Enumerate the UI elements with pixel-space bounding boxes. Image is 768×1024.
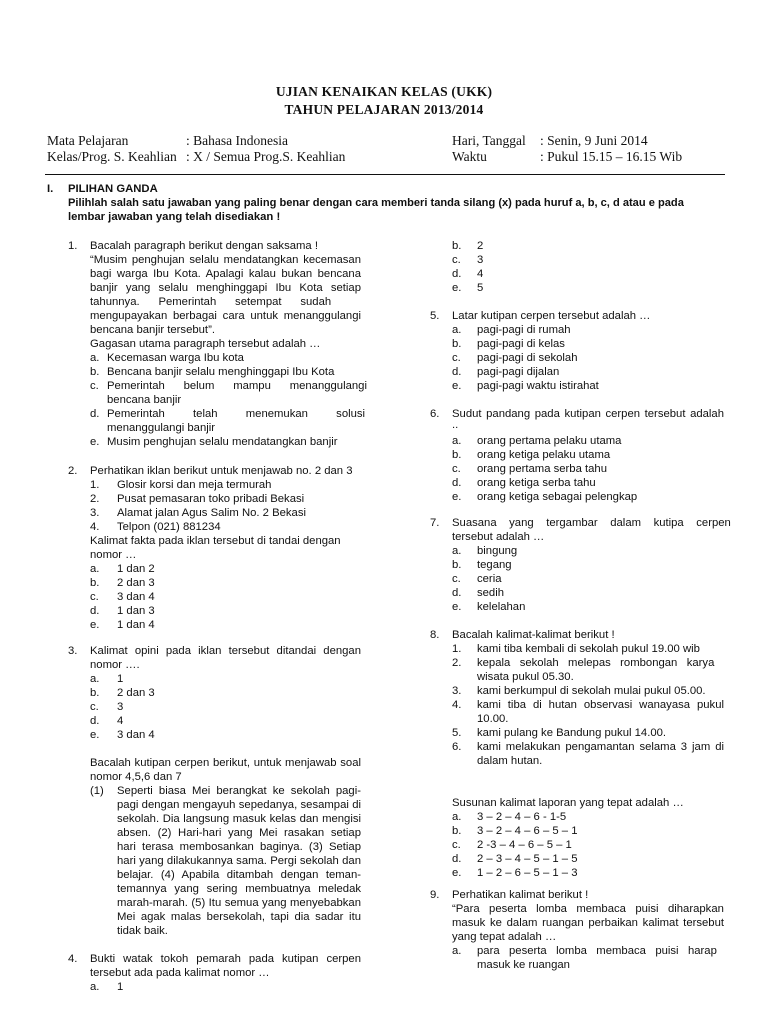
option-text: 3 dan 4 [117, 591, 155, 603]
option-text: 2 – 3 – 4 – 5 – 1 – 5 [477, 853, 578, 865]
option-letter: a. [452, 945, 462, 957]
section-number: I. [47, 183, 54, 195]
option-letter: d. [452, 366, 462, 378]
option-text: bingung [477, 545, 518, 557]
option-letter: b. [90, 687, 100, 699]
list-number: 2. [90, 493, 100, 505]
passage-line: belajar. (4) Apabila ditambah dengan teman- [117, 869, 361, 881]
list-number: 4. [452, 699, 462, 711]
question-number: 7. [430, 517, 440, 529]
option-letter: e. [452, 380, 462, 392]
question-ask: Kalimat fakta pada iklan tersebut di tandai dengan [90, 535, 341, 547]
passage-intro-cont: nomor 4,5,6 dan 7 [90, 771, 182, 783]
question-stem: Kalimat opini pada iklan tersebut ditandai dengan [90, 645, 361, 657]
list-number: 5. [452, 727, 462, 739]
option-text-cont: bencana banjir [107, 394, 182, 406]
option-text: 3 [477, 254, 484, 266]
list-item-cont: 10.00. [477, 713, 509, 725]
option-letter: b. [452, 338, 462, 350]
option-letter: d. [452, 477, 462, 489]
passage-line: bencana banjir tersebut”. [90, 324, 215, 336]
question-number: 1. [68, 240, 78, 252]
option-letter: e. [90, 436, 100, 448]
option-text: pagi-pagi di rumah [477, 324, 571, 336]
option-letter: c. [90, 380, 99, 392]
option-text: 1 dan 3 [117, 605, 155, 617]
question-stem: Bukti watak tokoh pemarah pada kutipan cerpen [90, 953, 361, 965]
option-letter: a. [452, 435, 462, 447]
option-text: orang pertama serba tahu [477, 463, 607, 475]
list-item: kami tiba di hutan observasi wanayasa pukul [477, 699, 724, 711]
option-text: pagi-pagi waktu istirahat [477, 380, 599, 392]
question-stem: Sudut pandang pada kutipan cerpen tersebut adalah [452, 408, 724, 420]
subject-value: : Bahasa Indonesia [186, 133, 288, 148]
section-title: PILIHAN GANDA [68, 183, 158, 195]
passage-line: masuk ke dalam ruangan perbaikan kalimat tersebut [452, 917, 724, 929]
option-text-cont: menanggulangi banjir [107, 422, 216, 434]
option-letter: b. [452, 559, 462, 571]
passage-line: hari terasa membosankan baginya. (3) Setiap [117, 841, 361, 853]
option-text: 1 [117, 981, 124, 993]
list-item: kami pulang ke Bandung pukul 14.00. [477, 727, 667, 739]
option-letter: e. [452, 867, 462, 879]
option-letter: c. [452, 573, 461, 585]
option-letter: e. [90, 729, 100, 741]
time-value: : Pukul 15.15 – 16.15 Wib [540, 149, 683, 164]
passage-line: hari yang dilakukannya sama. Pergi sekolah dan [117, 855, 361, 867]
question-number: 8. [430, 629, 440, 641]
list-item: kami berkumpul di sekolah mulai pukul 05.00. [477, 685, 706, 697]
option-letter: c. [90, 701, 99, 713]
passage-line: Seperti biasa Mei berangkat ke sekolah pagi- [117, 785, 361, 797]
list-item: kami tiba kembali di sekolah pukul 19.00 wib [477, 643, 700, 655]
question-stem-cont: tersebut ada pada kalimat nomor … [90, 967, 270, 979]
date-label: Hari, Tanggal [452, 133, 526, 148]
list-item: Telpon (021) 881234 [117, 521, 221, 533]
subject-label: Mata Pelajaran [47, 133, 129, 148]
option-letter: c. [452, 254, 461, 266]
option-letter: d. [90, 605, 100, 617]
list-number: 3. [90, 507, 100, 519]
list-item-cont: wisata pukul 05.30. [477, 671, 574, 683]
option-text: 1 [117, 673, 124, 685]
option-text: Pemerintah telah menemukan solusi [107, 408, 366, 420]
option-text: ceria [477, 573, 502, 585]
option-letter: b. [452, 825, 462, 837]
option-text: Pemerintah belum mampu menanggulangi [107, 380, 367, 392]
option-letter: a. [90, 563, 100, 575]
section-instruction-2: lembar jawaban yang telah disediakan ! [68, 211, 281, 223]
question-ask: Gagasan utama paragraph tersebut adalah … [90, 338, 321, 350]
list-number: 6. [452, 741, 462, 753]
question-stem-cont: tersebut adalah … [452, 531, 545, 543]
passage-line: mengupayakan berbagai cara untuk menanggulangi [90, 310, 361, 322]
option-letter: e. [90, 619, 100, 631]
option-letter: d. [90, 408, 100, 420]
list-item: kami melakukan pengamantan selama 3 jam di [477, 741, 724, 753]
header-divider [45, 174, 725, 175]
question-stem-cont: .. [452, 419, 459, 431]
passage-line: Mei agak malas bersekolah, tapi dia sadar itu [117, 911, 361, 923]
option-text: pagi-pagi dijalan [477, 366, 560, 378]
question-number: 5. [430, 310, 440, 322]
passage-marker: (1) [90, 785, 104, 797]
option-letter: a. [452, 324, 462, 336]
passage-line: pagi dengan mengayuh sepedanya, sesampai di [117, 799, 361, 811]
option-letter: b. [90, 577, 100, 589]
option-letter: e. [452, 491, 462, 503]
question-stem: Perhatikan iklan berikut untuk menjawab no. 2 dan 3 [90, 465, 353, 477]
question-number: 9. [430, 889, 440, 901]
option-text: orang ketiga sebagai pelengkap [477, 491, 638, 503]
passage-line: “Musim penghujan selalu mendatangkan kecemasan [90, 254, 361, 266]
option-letter: e. [452, 282, 462, 294]
option-text: 2 -3 – 4 – 6 – 5 – 1 [477, 839, 572, 851]
option-letter: a. [452, 545, 462, 557]
list-item: Glosir korsi dan meja termurah [117, 479, 272, 491]
question-stem: Latar kutipan cerpen tersebut adalah … [452, 310, 651, 322]
question-stem: Bacalah kalimat-kalimat berikut ! [452, 629, 615, 641]
option-text: pagi-pagi di sekolah [477, 352, 578, 364]
option-letter: d. [452, 587, 462, 599]
option-letter: c. [452, 352, 461, 364]
list-number: 2. [452, 657, 462, 669]
question-number: 2. [68, 465, 78, 477]
question-stem-cont: nomor …. [90, 659, 140, 671]
date-value: : Senin, 9 Juni 2014 [540, 133, 648, 148]
option-text: 2 dan 3 [117, 577, 155, 589]
question-stem: Suasana yang tergambar dalam kutipa cerpen [452, 517, 731, 529]
list-item: Pusat pemasaran toko pribadi Bekasi [117, 493, 305, 505]
option-letter: c. [90, 591, 99, 603]
option-letter: a. [90, 673, 100, 685]
option-text: orang pertama pelaku utama [477, 435, 622, 447]
option-text: 5 [477, 282, 484, 294]
question-stem: Bacalah paragraph berikut dengan saksama ! [90, 240, 318, 252]
option-letter: b. [452, 240, 462, 252]
question-ask: Susunan kalimat laporan yang tepat adalah … [452, 797, 684, 809]
option-text: 3 – 2 – 4 – 6 – 5 – 1 [477, 825, 578, 837]
option-letter: e. [452, 601, 462, 613]
passage-intro: Bacalah kutipan cerpen berikut, untuk menjawab soal [90, 757, 361, 769]
option-text: 1 dan 4 [117, 619, 155, 631]
list-number: 1. [452, 643, 462, 655]
option-letter: d. [90, 715, 100, 727]
passage-line: “Para peserta lomba membaca puisi diharapkan [452, 903, 724, 915]
passage-line: marah-marah. (5) Itu semua yang menyebabkan [117, 897, 361, 909]
option-letter: b. [90, 366, 100, 378]
question-number: 4. [68, 953, 78, 965]
exam-year: TAHUN PELAJARAN 2013/2014 [284, 102, 484, 117]
class-value: : X / Semua Prog.S. Keahlian [186, 149, 346, 164]
option-text: 3 [117, 701, 124, 713]
exam-title: UJIAN KENAIKAN KELAS (UKK) [275, 84, 493, 99]
option-text: Bencana banjir selalu menghinggapi Ibu Kota [107, 366, 335, 378]
option-text: sedih [477, 587, 505, 599]
option-text: 4 [117, 715, 124, 727]
option-text: 1 – 2 – 6 – 5 – 1 – 3 [477, 867, 578, 879]
option-text: 3 dan 4 [117, 729, 155, 741]
option-letter: c. [452, 463, 461, 475]
question-number: 3. [68, 645, 78, 657]
question-stem: Perhatikan kalimat berikut ! [452, 889, 589, 901]
option-text: Kecemasan warga Ibu kota [107, 352, 244, 364]
option-letter: a. [452, 811, 462, 823]
passage-line: tahunnya. Pemerintah setempat sudah [90, 296, 332, 308]
option-text-cont: masuk ke ruangan [477, 959, 570, 971]
question-number: 6. [430, 408, 440, 420]
option-letter: b. [452, 449, 462, 461]
passage-line: yang tepat adalah … [452, 931, 557, 943]
passage-line: bagi warga Ibu Kota. Apalagi kalau bukan bencana [90, 268, 361, 280]
section-instruction: Pilihlah salah satu jawaban yang paling benar dengan cara memberi tanda silang (x) pada huruf a, b, c, d atau e pada [68, 197, 684, 209]
option-text: orang ketiga serba tahu [477, 477, 596, 489]
option-letter: d. [452, 853, 462, 865]
question-ask-cont: nomor … [90, 549, 137, 561]
passage-line: tidak baik. [117, 925, 168, 937]
list-number: 4. [90, 521, 100, 533]
option-text: tegang [477, 559, 512, 571]
passage-line: absen. (2) Hari-hari yang Mei rasakan setiap [117, 827, 361, 839]
option-text: 4 [477, 268, 484, 280]
option-text: para peserta lomba membaca puisi harap [477, 945, 717, 957]
option-text: orang ketiga pelaku utama [477, 449, 611, 461]
list-number: 3. [452, 685, 462, 697]
option-text: 1 dan 2 [117, 563, 155, 575]
option-text: kelelahan [477, 601, 526, 613]
option-letter: d. [452, 268, 462, 280]
passage-line: temannya yang sering membuatnya meledak [117, 883, 361, 895]
list-item-cont: dalam hutan. [477, 755, 543, 767]
option-text: 2 [477, 240, 484, 252]
option-text: 3 – 2 – 4 – 6 - 1-5 [477, 811, 567, 823]
option-letter: a. [90, 352, 100, 364]
list-number: 1. [90, 479, 100, 491]
class-label: Kelas/Prog. S. Keahlian [47, 149, 177, 164]
list-item: Alamat jalan Agus Salim No. 2 Bekasi [117, 507, 307, 519]
option-text: 2 dan 3 [117, 687, 155, 699]
passage-line: sekolah. Dia langsung masuk kelas dan mengisi [117, 813, 361, 825]
time-label: Waktu [452, 149, 487, 164]
passage-line: banjir yang selalu menghinggapi Ibu Kota setiap [90, 282, 361, 294]
list-item: kepala sekolah melepas rombongan karya [477, 657, 715, 669]
option-text: pagi-pagi di kelas [477, 338, 565, 350]
option-letter: c. [452, 839, 461, 851]
option-text: Musim penghujan selalu mendatangkan banjir [107, 436, 338, 448]
option-letter: a. [90, 981, 100, 993]
